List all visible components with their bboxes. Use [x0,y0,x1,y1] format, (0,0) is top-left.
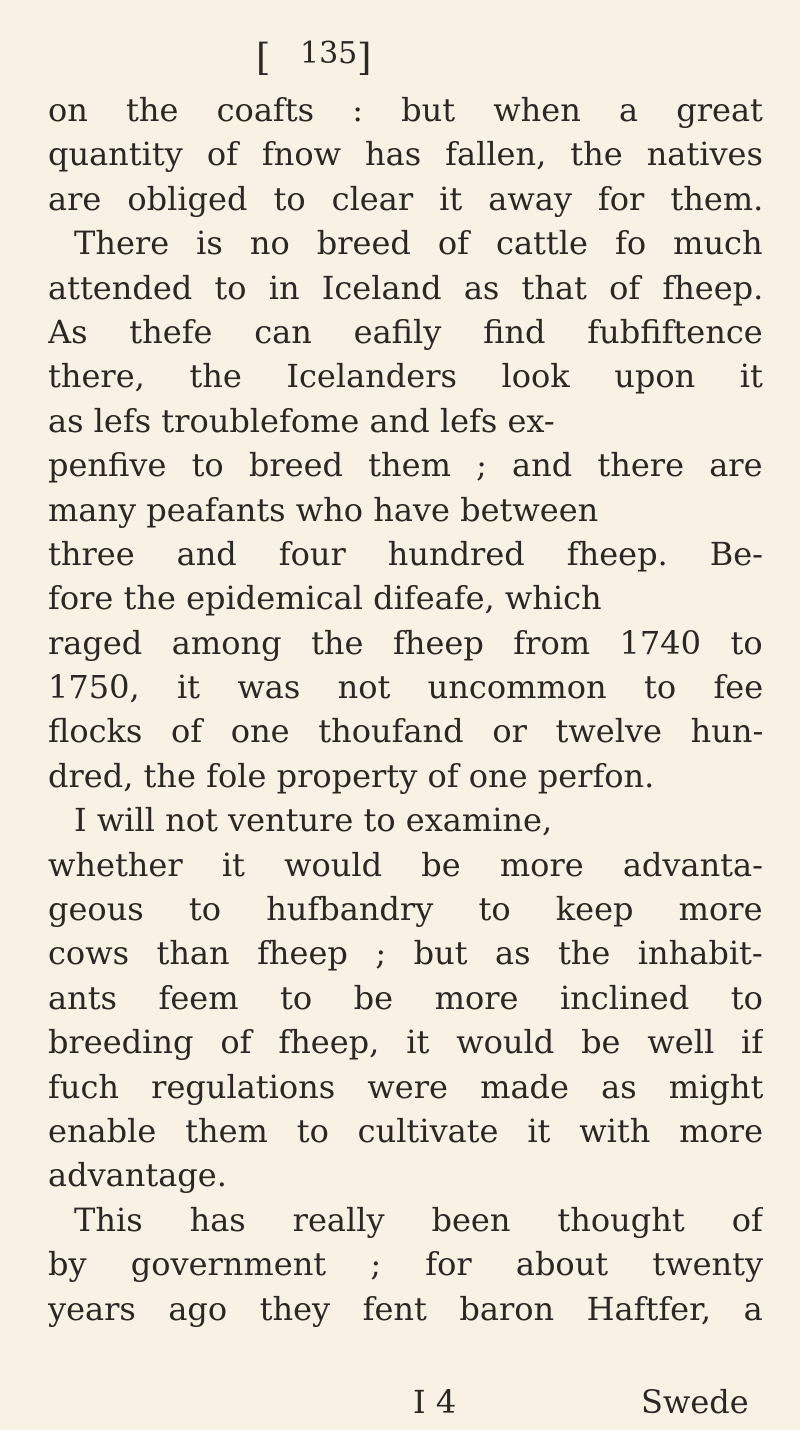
page-number: 135 [300,36,358,71]
text-line [48,399,763,443]
text-line-content: enable them to cultivate it with more [48,1111,763,1150]
text-line-content: This has really been thought of [74,1200,763,1239]
text-line [48,843,763,887]
header-bracket-left: [ [256,36,271,79]
text-line-content: years ago they fent baron Haftfer, a [48,1289,763,1328]
text-line [48,88,763,132]
text-line-content: advantage. [48,1156,227,1195]
text-line-content: breeding of fheep, it would be well if [48,1023,763,1062]
page-footer [0,1380,800,1424]
text-line [48,488,763,532]
header-bracket-right: ] [357,36,372,79]
text-line [48,443,763,487]
text-line [48,931,763,975]
page-header [0,30,800,86]
text-line-content: raged among the fheep from 1740 to [48,623,763,662]
text-line-content: As thefe can eafily find fubfiftence [48,312,763,351]
text-line-content: I will not venture to examine, [74,801,553,840]
text-line [48,887,763,931]
text-line-content: 1750, it was not uncommon to fee [48,668,763,707]
text-line [48,266,763,310]
text-line [48,1153,763,1197]
text-line-content: There is no breed of cattle fo much [74,224,763,263]
text-line-content: flocks of one thoufand or twelve hun- [48,712,763,751]
text-line [48,354,763,398]
text-line [48,1065,763,1109]
text-line [48,754,763,798]
text-line-content: quantity of fnow has fallen, the natives [48,135,763,174]
text-line-content: penfive to breed them ; and there are [48,446,763,485]
text-line-content: by government ; for about twenty [48,1245,763,1284]
text-line [48,177,763,221]
text-line [48,532,763,576]
text-line-content: fuch regulations were made as might [48,1067,763,1106]
text-line-content: dred, the fole property of one perfon. [48,756,655,795]
text-line [48,1198,763,1242]
text-line-content: fore the epidemical difeafe, which [48,579,602,618]
text-line-content: are obliged to clear it away for them. [48,179,763,218]
text-line [48,665,763,709]
text-line [48,1109,763,1153]
text-line [48,310,763,354]
text-line [48,1020,763,1064]
body-text [48,88,763,1331]
text-line [48,798,763,842]
text-line [48,132,763,176]
text-line-content: on the coafts : but when a great [48,91,763,129]
text-line-content: geous to hufbandry to keep more [48,890,763,929]
text-line [48,621,763,665]
text-line-content: attended to in Iceland as that of fheep. [48,268,763,307]
text-line [48,1242,763,1286]
text-line-content: cows than fheep ; but as the inhabit- [48,934,763,973]
text-line-content: three and four hundred fheep. Be- [48,534,763,573]
text-line-content: whether it would be more advanta- [48,845,763,884]
text-line [48,221,763,265]
text-line-content: as lefs troublefome and lefs ex- [48,401,555,440]
text-line-content: ants feem to be more inclined to [48,978,763,1017]
signature-mark: I 4 [413,1383,457,1421]
text-line [48,976,763,1020]
catchword: Swede [641,1383,749,1421]
text-line-content: there, the Icelanders look upon it [48,357,763,396]
text-line [48,576,763,620]
text-line [48,1287,763,1331]
text-line [48,709,763,753]
text-line-content: many peafants who have between [48,490,599,529]
